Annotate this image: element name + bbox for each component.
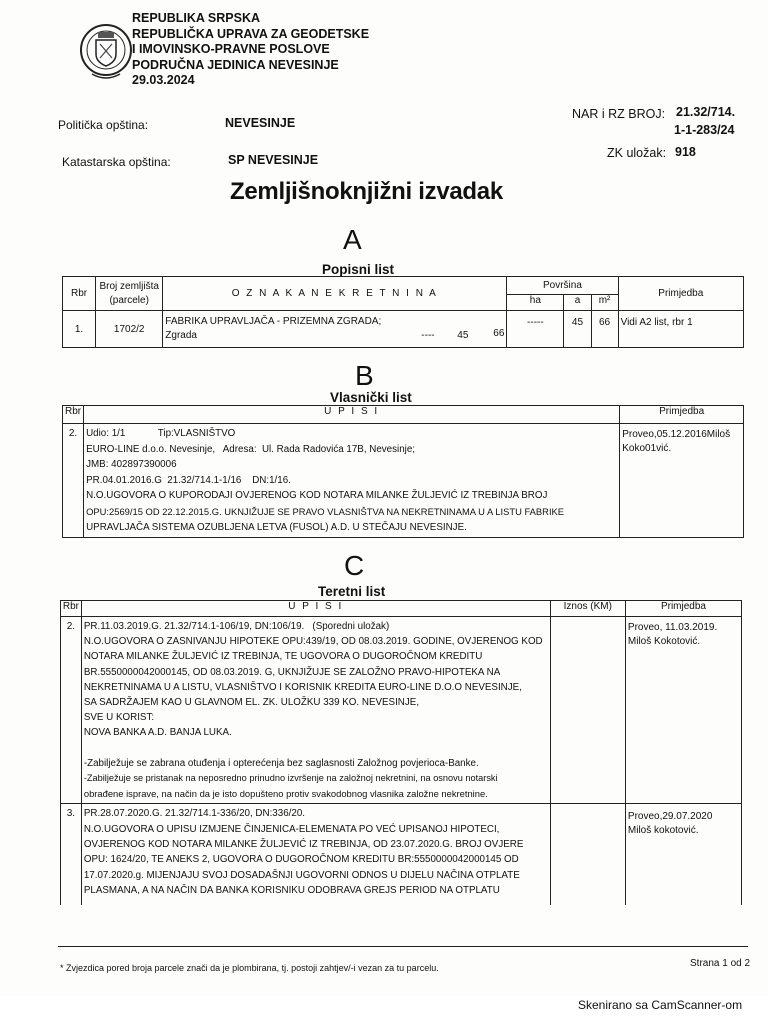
header-line-1: REPUBLIKA SRPSKA <box>132 11 261 25</box>
katastarska-label: Katastarska opština: <box>62 155 171 169</box>
c2-line-8 <box>84 741 548 756</box>
c2-line-2: NOTARA MILANKE ŽULJEVIĆ IZ TREBINJA, TE UGOVORA O DUGOROČNOM KREDITU <box>83 651 483 663</box>
footer-note: * Zvjezdica pored broja parcele znači da je plombirana, tj. postoji zahtjev/-i vezan za tu parcelu. <box>60 963 439 973</box>
header-line-3: I IMOVINSKO-PRAVNE POSLOVE <box>132 42 330 56</box>
politicka-value: NEVESINJE <box>225 116 296 130</box>
b-col-upisi: U P I S I <box>84 406 620 424</box>
b-line-2: JMB: 402897390006 <box>86 459 177 471</box>
row-oznaka-dash: ---- <box>421 330 435 341</box>
col-oznaka: O Z N A K A N E K R E T N I N A <box>163 277 507 311</box>
section-a-name: Popisni list <box>322 262 395 277</box>
row-rbr: 1. <box>63 311 96 348</box>
c-row-2-upisi <box>81 617 550 804</box>
c-col-primjedba: Primjedba <box>625 601 741 617</box>
row-oznaka-a: 45 <box>457 330 469 341</box>
vlasnicki-list-table <box>62 405 744 538</box>
b-col-rbr: Rbr <box>63 406 84 424</box>
c-col-upisi: U P I S I <box>81 601 550 617</box>
c2-line-11: obrađene isprave, na način da je isto dopušteno protiv svakodobnog vlasnika založne nekretnine. <box>83 788 488 800</box>
c-row-3-iznos <box>550 804 625 905</box>
section-c-letter: C <box>344 550 365 581</box>
row-ha: ----- <box>507 311 564 348</box>
zk-value: 918 <box>675 145 696 159</box>
c2-line-4: NEKRETNINAMA U A LISTU, VLASNIŠTVO I KORISNIK KREDITA EURO-LINE D.O.O NEVESINJE, <box>83 681 522 693</box>
camscanner-bar <box>0 996 768 1024</box>
c-row-2-iznos <box>550 617 625 804</box>
b-line-4: N.O.UGOVORA O KUPORODAJI OVJERENOG KOD NOTARA MILANKE ŽULJEVIĆ IZ TREBINJA BROJ <box>86 490 548 502</box>
col-rbr: Rbr <box>63 277 96 311</box>
col-m2: m² <box>591 295 618 311</box>
col-a: a <box>564 295 591 311</box>
section-c-name: Teretni list <box>318 584 386 599</box>
c2-line-3: BR.5550000042000145, OD 08.03.2019. G, UKNJIŽUJE SE ZALOŽNO PRAVO-HIPOTEKA NA <box>83 666 501 678</box>
teretni-list-table <box>60 600 742 905</box>
c3-line-1: N.O.UGOVORA O UPISU IZMJENE ČINJENICA-ELEMENATA PO VEĆ UPISANOJ HIPOTECI, <box>83 823 500 835</box>
c-col-iznos: Iznos (KM) <box>550 601 625 617</box>
b-line-1: EURO-LINE d.o.o. Nevesinje, Adresa: Ul. Rada Radovića 17B, Nevesinje; <box>86 443 416 455</box>
header-line-2: REPUBLIČKA UPRAVA ZA GEODETSKE <box>132 26 370 41</box>
col-primjedba: Primjedba <box>618 277 743 311</box>
nar-value-2: 1-1-283/24 <box>674 123 735 137</box>
c3-primjedba-1: Proveo,29.07.2020 <box>627 811 713 823</box>
row-oznaka-m2: 66 <box>493 328 505 339</box>
c-row-2-rbr: 2. <box>61 617 82 804</box>
b-line-5: OPU:2569/15 OD 22.12.2015.G. UKNJIŽUJE SE PRAVO VLASNIŠTVA NA NEKRETNINAMA U A LISTU FABRIKE <box>86 505 565 517</box>
section-b-name: Vlasnički list <box>330 390 412 405</box>
c3-line-0: PR.28.07.2020.G. 21.32/714.1-336/20, DN:336/20. <box>83 808 305 820</box>
header-line-4: PODRUČNA JEDINICA NEVESINJE <box>132 57 339 72</box>
header-date: 29.03.2024 <box>132 73 195 87</box>
col-broj-line2: (parcele) <box>109 294 149 306</box>
b-line-6: UPRAVLJAČA SISTEMA OZUBLJENA LETVA (FUSOL) A.D. U STEČAJU NEVESINJE. <box>86 521 467 533</box>
col-broj <box>96 277 163 311</box>
c3-line-3: OPU: 1624/20, TE ANEKS 2, UGOVORA O DUGOROČNOM KREDITU BR:5550000042000145 OD <box>83 854 519 866</box>
col-ha: ha <box>507 295 564 311</box>
c-row-3-rbr: 3. <box>61 804 82 905</box>
b-row-rbr: 2. <box>63 424 84 538</box>
camscanner-label: Skenirano sa CamScanner-om <box>578 998 743 1012</box>
b-line-0: Udio: 1/1 Tip:VLASNIŠTVO <box>86 428 236 439</box>
c2-line-6: SVE U KORIST: <box>83 712 155 724</box>
c2-line-1: N.O.UGOVORA O ZASNIVANJU HIPOTEKE OPU:439/19, OD 08.03.2019. GODINE, OVJERENOG KOD <box>83 636 543 648</box>
zk-label: ZK uložak: <box>607 146 667 160</box>
c2-line-9: -Zabilježuje se zabrana otuđenja i opterećenja bez saglasnosti Založnog povjerioca-Banke. <box>83 757 479 769</box>
c-row-3-upisi <box>81 804 550 905</box>
b-primjedba-2: Koko01vić. <box>622 443 672 454</box>
issuer-header <box>132 11 369 89</box>
page-indicator: Strana 1 od 2 <box>690 958 751 969</box>
row-oznaka <box>163 311 507 348</box>
c-row-3-primjedba <box>625 804 741 905</box>
politicka-label: Politička opština: <box>58 118 149 132</box>
row-primjedba: Vidi A2 list, rbr 1 <box>618 311 743 348</box>
footer-divider <box>58 946 748 947</box>
c2-line-7: NOVA BANKA A.D. BANJA LUKA. <box>83 727 232 739</box>
col-povrsina: Površina <box>507 277 618 295</box>
row-a: 45 <box>564 311 591 348</box>
nar-label: NAR i RZ BROJ: <box>572 107 666 121</box>
katastarska-value: SP NEVESINJE <box>228 153 319 167</box>
section-a-letter: A <box>343 224 362 255</box>
c2-line-5: SA SADRŽAJEM KAO U GLAVNOM EL. ZK. ULOŽKU 339 KO. NEVESINJE, <box>83 697 420 709</box>
c3-line-2: OVJERENOG KOD NOTARA MILANKE ŽULJEVIĆ IZ TREBINJA, OD 23.07.2020.G. BROJ OVJERE <box>83 839 524 851</box>
c-col-rbr: Rbr <box>61 601 82 617</box>
row-oznaka-line2: Zgrada <box>165 330 197 341</box>
coat-of-arms-seal <box>78 20 134 84</box>
c2-line-0: PR.11.03.2019.G. 21.32/714.1-106/19, DN:106/19. (Sporedni uložak) <box>83 621 390 632</box>
c3-line-4: 17.07.2020.g. MIJENJAJU SVOJ DOSADAŠNJI UGOVORNI ODNOS U DIJELU NAČINA OTPLATE <box>83 869 520 881</box>
b-primjedba-1: Proveo,05.12.2016Miloš <box>622 429 731 440</box>
col-broj-line1: Broj zemljišta <box>99 280 159 292</box>
b-col-primjedba: Primjedba <box>620 406 744 424</box>
row-m2: 66 <box>591 311 618 348</box>
b-row-primjedba <box>620 424 744 538</box>
document-title: Zemljišnoknjižni izvadak <box>230 178 503 205</box>
c2-primjedba-2: Miloš Kokotović. <box>627 636 701 647</box>
b-row-upisi <box>84 424 620 538</box>
section-b-letter: B <box>355 360 374 391</box>
c3-primjedba-2: Miloš kokotović. <box>627 825 699 837</box>
b-line-3: PR.04.01.2016.G 21.32/714.1-1/16 DN:1/16. <box>86 474 291 486</box>
popisni-list-table <box>62 276 744 348</box>
row-oznaka-line1: FABRIKA UPRAVLJAČA - PRIZEMNA ZGRADA; <box>165 316 382 327</box>
c2-primjedba-1: Proveo, 11.03.2019. <box>627 622 718 633</box>
nar-value-1: 21.32/714. <box>676 105 736 119</box>
c3-line-5: PLASMANA, A NA NAČIN DA BANKA KORISNIKU ODOBRAVA GREJS PERIOD NA OTPLATU <box>83 885 500 897</box>
row-parcela: 1702/2 <box>96 311 163 348</box>
c-row-2-primjedba <box>625 617 741 804</box>
c2-line-10: -Zabilježuje se pristanak na neposredno prinudno izvršenje na založnoj nekretnini, na osnovu notarski <box>83 772 498 783</box>
